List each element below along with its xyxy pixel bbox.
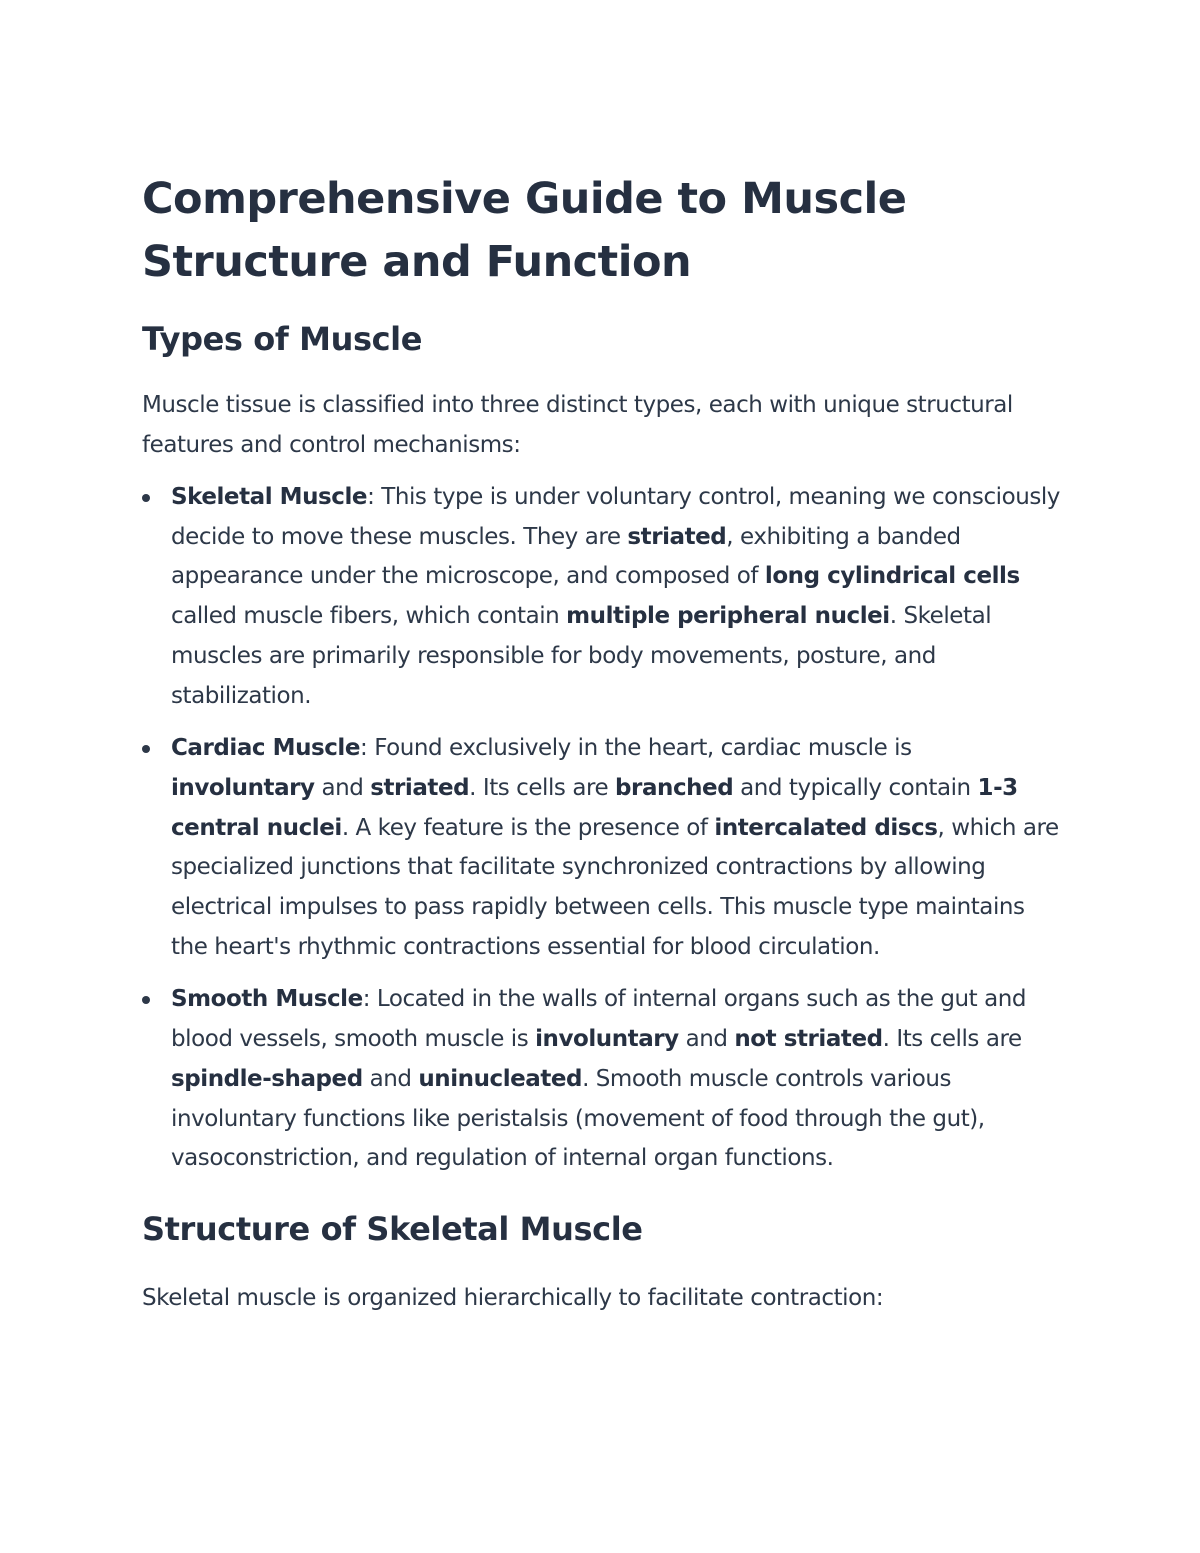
bold-term: not striated bbox=[734, 1026, 883, 1053]
bold-term: striated bbox=[370, 774, 470, 801]
section-intro-structure-of-skeletal-muscle: Skeletal muscle is organized hierarchically to facilitate contraction: bbox=[142, 1284, 884, 1311]
bullet-icon bbox=[142, 996, 150, 1004]
list-item-skeletal-muscle bbox=[142, 478, 1062, 716]
bold-term: 1-3 central nuclei bbox=[171, 774, 1018, 841]
bullet-icon bbox=[142, 745, 150, 753]
text-run: . Smooth muscle controls various involuntary functions like peristalsis (movement of food through the gut), vasoconstriction, and regulation of internal organ functions. bbox=[171, 1065, 985, 1172]
text-run: : Located in the walls of internal organs such as the gut and blood vessels, smooth muscle is bbox=[171, 986, 1027, 1053]
text-run: and typically contain bbox=[733, 774, 978, 801]
text-run: . Its cells are bbox=[882, 1026, 1022, 1053]
bold-term: involuntary bbox=[171, 774, 315, 801]
bold-term: branched bbox=[615, 774, 734, 801]
text-run: , exhibiting a banded appearance under the microscope, and composed of bbox=[171, 523, 961, 590]
muscle-types-list bbox=[142, 478, 1062, 1179]
text-run: . A key feature is the presence of bbox=[341, 814, 715, 841]
section-heading-structure-of-skeletal-muscle: Structure of Skeletal Muscle bbox=[142, 1209, 643, 1248]
document-title: Comprehensive Guide to Muscle Structure and Function bbox=[142, 174, 907, 287]
text-run: called muscle fibers, which contain bbox=[171, 603, 567, 630]
section-intro-types-of-muscle: Muscle tissue is classified into three distinct types, each with unique structural features and control mechanisms: bbox=[142, 392, 1013, 458]
bold-term: multiple peripheral nuclei bbox=[566, 603, 890, 630]
term-label: Skeletal Muscle bbox=[171, 484, 368, 510]
document-page bbox=[142, 168, 1062, 1318]
bold-term: uninucleated bbox=[418, 1065, 583, 1092]
bold-term: spindle-shaped bbox=[171, 1065, 363, 1092]
list-item-smooth-muscle bbox=[142, 980, 1062, 1179]
text-run: , which are specialized junctions that facilitate synchronized contractions by allowing electrical impulses to pass rapidly between cells. This muscle type maintains the heart's rhythmic contractions essential for blood circulation. bbox=[171, 814, 1059, 960]
text-run: . Its cells are bbox=[469, 774, 616, 801]
section-heading-types-of-muscle: Types of Muscle bbox=[142, 320, 423, 358]
bold-term: involuntary bbox=[535, 1026, 679, 1053]
text-run: . Skeletal muscles are primarily responsible for body movements, posture, and stabilization. bbox=[171, 603, 992, 709]
text-run: : Found exclusively in the heart, cardiac muscle is bbox=[360, 735, 912, 762]
bold-term: striated bbox=[627, 523, 727, 550]
text-run: and bbox=[314, 774, 371, 801]
text-run: and bbox=[362, 1065, 419, 1092]
term-label: Smooth Muscle bbox=[171, 986, 363, 1013]
bullet-icon bbox=[142, 494, 150, 502]
list-item-cardiac-muscle bbox=[142, 729, 1062, 967]
term-label: Cardiac Muscle bbox=[171, 735, 361, 762]
bold-term: long cylindrical cells bbox=[764, 563, 1020, 590]
text-run: and bbox=[678, 1026, 735, 1053]
text-run: : This type is under voluntary control, meaning we consciously decide to move these muscles. They are bbox=[171, 484, 1060, 550]
bold-term: intercalated discs bbox=[714, 814, 938, 841]
